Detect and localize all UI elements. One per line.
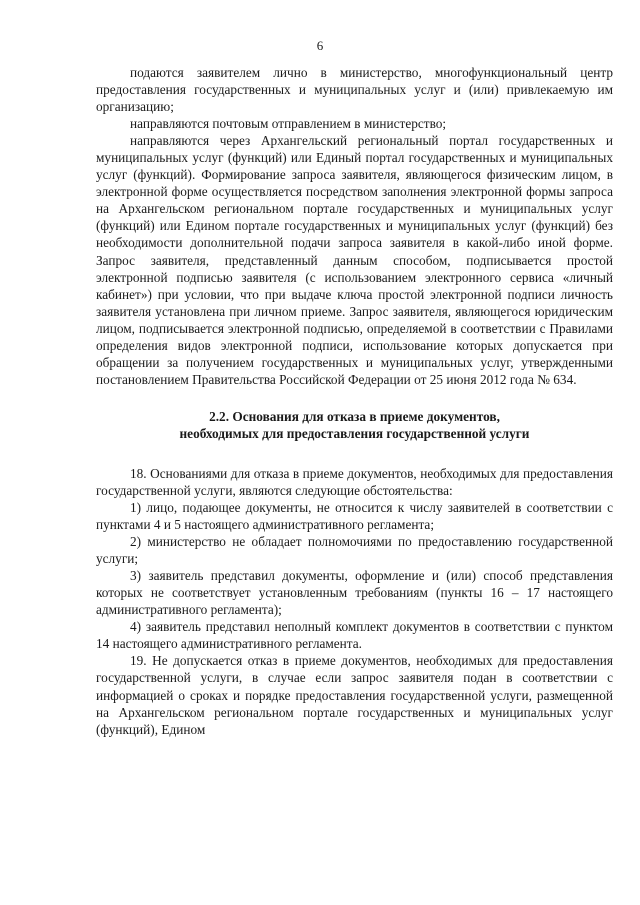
section-heading-line: необходимых для предоставления государственной услуги [179,425,530,441]
list-item: 3) заявитель представил документы, оформление и (или) способ представления которых не соответствует установленным требованиям (пункты 16 – 17 настоящего административного регламента); [96,568,613,618]
list-item: 1) лицо, подающее документы, не относится к числу заявителей в соответствии с пунктами 4 и 5 настоящего административного регламента; [96,499,613,533]
page-number: 6 [316,38,324,53]
paragraph: подаются заявителем лично в министерство, многофункциональный центр предоставления государственных и муниципальных услуг и (или) привлекаемую им организацию; [96,65,613,115]
paragraph: направляются через Архангельский региональный портал государственных и муниципальных услуг (функций) или Единый портал государственных и муниципальных услуг (функций). Формирование запроса заявителя, являющегося физическим лицом, в электронной форме осуществляется посредством заполнения электронной формы запроса на Архангельском региональном портале государственных и муниципальных услуг (функций) или Едином портале государственных и муниципальных услуг (функций) без необходимости дополнительной подачи запроса заявителя в какой-либо иной форме. Запрос заявителя, представленный данным способом, подписывается простой электронной подписью заявителя (с использованием электронного сервиса «личный кабинет») при условии, что при выдаче ключа простой электронной подписи личность заявителя установлена при личном приеме. Запрос заявителя, являющегося юридическим лицом, подписывается электронной подписью, определяемой в соответствии с Правилами определения видов электронной подписи, использование которых допускается при обращении за получением государственных и муниципальных услуг, утвержденными постановлением Правительства Российской Федерации от 25 июня 2012 года № 634. [96,133,613,387]
paragraph: 18. Основаниями для отказа в приеме документов, необходимых для предоставления государственной услуги, являются следующие обстоятельства: [96,465,613,498]
list-item: 2) министерство не обладает полномочиями по предоставлению государственной услуги; [96,534,613,567]
document-body [96,64,613,738]
section-heading [96,408,613,442]
section-heading-line: 2.2. Основания для отказа в приеме документов, [209,408,500,424]
paragraph: направляются почтовым отправлением в министерство; [130,116,447,132]
list-item: 4) заявитель представил неполный комплект документов в соответствии с пунктом 14 настоящего административного регламента. [96,619,613,652]
paragraph: 19. Не допускается отказ в приеме документов, необходимых для предоставления государственной услуги, в случае если запрос заявителя подан в соответствии с информацией о сроках и порядке предоставления государственной услуги, размещенной на Архангельском региональном портале государственных и муниципальных услуг (функций), Едином [96,653,613,737]
